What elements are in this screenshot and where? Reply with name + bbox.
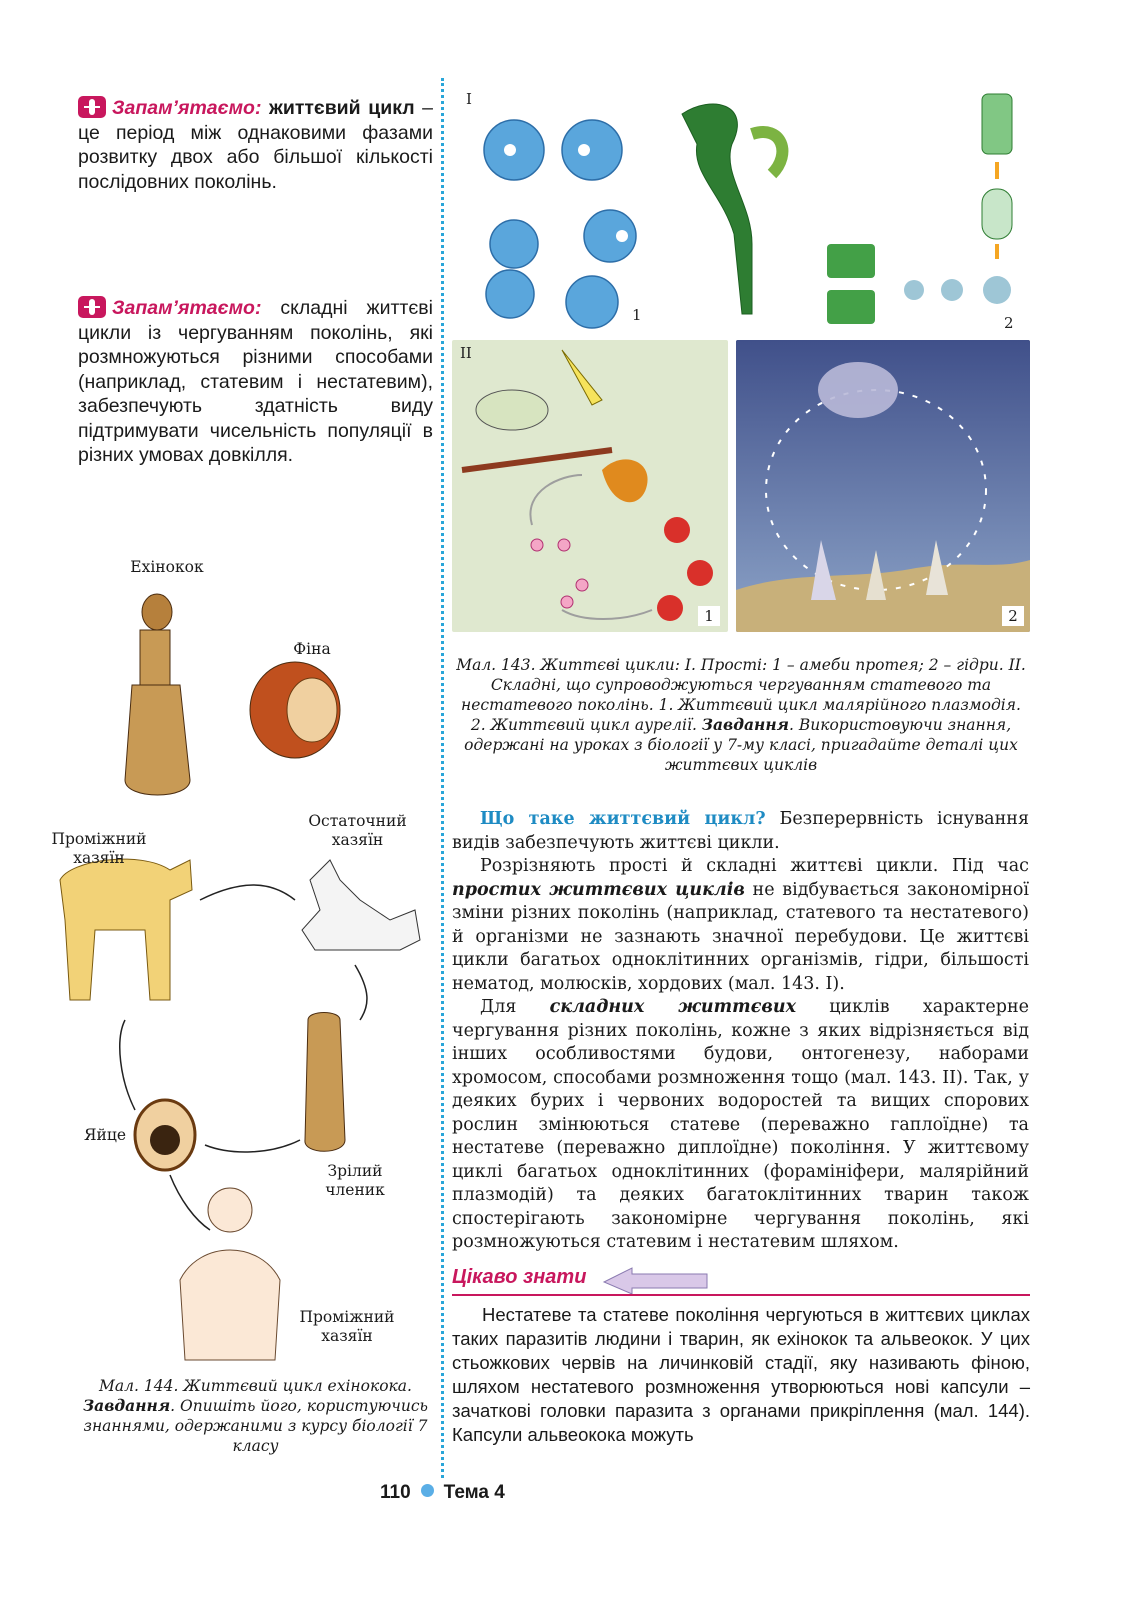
- p3-term: складних життєвих: [549, 997, 796, 1017]
- paragraph-2: [452, 855, 1029, 996]
- label-final-host: Остаточний хазяїн: [308, 812, 407, 849]
- figure-143-I: [452, 84, 1030, 336]
- interesting-facts-text: [452, 1303, 1030, 1447]
- num-tag-2: 2: [1002, 606, 1024, 626]
- remember-box-1: [78, 96, 433, 194]
- remember-icon: [78, 296, 106, 318]
- page-number: 110: [380, 1482, 411, 1503]
- plasmodium-cycle-illustration: [452, 340, 728, 632]
- paragraph-3: [452, 996, 1029, 1255]
- main-text: [452, 808, 1029, 1255]
- figure-label-roman-1: I: [466, 90, 472, 108]
- figure-143-caption: [452, 655, 1030, 775]
- label-intermediate-host-human: Проміжний хазяїн: [299, 1308, 395, 1345]
- p2-a: Розрізняють прості й складні життєві цикли. Під час: [480, 856, 1029, 876]
- p3-b: циклів характерне чергування різних поколінь, кожне з яких відрізняється від інших особливостями будови, онтогенезу, наборами хромосом, способами розмноження тощо (мал. 143. II). Так, у деяких бурих і червоних водоростей та вищих спорових рослин змінюються статеве (переважно гаплоїдне) та нестатеве (переважно диплоїдне) покоління. У життєвому циклі багатьох одноклітинних (форамініфери, малярійний плазмодій) та деяких багатоклітинних тварин також спостерігають закономірне чергування поколінь, які розмножуються статевим і нестатевим шляхом.: [452, 997, 1029, 1252]
- caption-main: Мал. 143. Життєві цикли: I. Прості: 1 – амеби протея; 2 – гідри. II. Складні, що супроводжуються чергуванням статевого та нестатевого поколінь. 1. Життєвий цикл малярійного плазмодія. 2. Життєвий цикл аурелії.: [456, 656, 1026, 734]
- p3-a: Для: [480, 997, 550, 1017]
- interesting-facts-header: [452, 1266, 1030, 1296]
- num-1: 1: [632, 306, 642, 324]
- fact-paragraph: Нестатеве та статеве покоління чергуються в життєвих циклах таких паразитів людини і тварин, як ехінокок та альвеокок. У цих стьожкових червів на личинковій стадії, яку називають фіною, шляхом нестатевого розмноження утворюються нові капсули – зачаткові головки паразита з органами прикріплення (мал. 144). Капсули альвеокока можуть: [452, 1304, 1030, 1445]
- remember-icon: [78, 96, 106, 118]
- caption-main: Мал. 144. Життєвий цикл ехінокока.: [99, 1377, 412, 1395]
- page-footer: [380, 1482, 505, 1504]
- header-underline: [452, 1294, 1030, 1296]
- p2-b: не відбувається закономірної зміни різних поколінь (наприклад, статевого та нестатевого) й організми не зазнають значної перебудови. Це життєві цикли багатьох одноклітинних організмів, гідри, більшості нематод, молюсків, хордових (мал. 143. I).: [452, 879, 1029, 994]
- caption-tail: . Опишіть його, користуючись знаннями, одержаними з курсу біології 7 класу: [83, 1397, 428, 1455]
- figure-143-II-2: [736, 340, 1030, 632]
- figure-label-roman-2: II: [460, 344, 472, 362]
- remember-keyword: Запам’ятаємо:: [112, 97, 262, 119]
- remember-keyword: Запам’ятаємо:: [112, 297, 262, 319]
- remember-text: складні життєві цикли із чергуванням поколінь, які розмножуються різними способами (наприклад, статевим і нестатевим), забезпечують здатність виду підтримувати чисельність популяції в різних умовах довкілля.: [78, 297, 433, 466]
- amoeba-hydra-illustration: [452, 84, 1030, 336]
- figure-144-caption: [78, 1376, 433, 1456]
- interesting-facts-title: Цікаво знати: [452, 1266, 587, 1288]
- caption-task: Завдання: [83, 1396, 171, 1415]
- p2-term: простих життєвих циклів: [452, 879, 745, 900]
- remember-box-2: [78, 296, 433, 468]
- echinococcus-cycle-illustration: [40, 580, 440, 1380]
- paragraph-1: [452, 808, 1029, 855]
- aurelia-cycle-illustration: [736, 340, 1030, 632]
- num-2: 2: [1004, 314, 1014, 332]
- label-fina: Фіна: [293, 640, 331, 658]
- label-intermediate-host: Проміжний хазяїн: [51, 830, 147, 867]
- label-echinococcus: Ехінокок: [130, 558, 204, 576]
- topic-label: Тема 4: [443, 1482, 505, 1503]
- bullet-dot-icon: [421, 1484, 434, 1497]
- caption-tail: . Використовуючи знання, одержані на уроках з біології у 7-му класі, пригадайте деталі цих життєвих циклів: [464, 716, 1018, 774]
- label-egg: Яйце: [84, 1126, 126, 1144]
- caption-task: Завдання: [701, 715, 789, 734]
- label-segment: Зрілий членик: [325, 1162, 385, 1199]
- num-tag-1: 1: [698, 606, 720, 626]
- p1-text: Безперервність існування видів забезпечують життєві цикли.: [452, 809, 1029, 853]
- remember-text: – це період між однаковими фазами розвитку двох або більшої кількості послідовних поколінь.: [78, 97, 433, 193]
- arrow-left-icon: [602, 1266, 712, 1296]
- section-question: Що таке життєвий цикл?: [480, 809, 766, 829]
- column-divider: [441, 78, 444, 1478]
- figure-143-II-1: [452, 340, 728, 632]
- remember-term: життєвий цикл: [269, 97, 415, 119]
